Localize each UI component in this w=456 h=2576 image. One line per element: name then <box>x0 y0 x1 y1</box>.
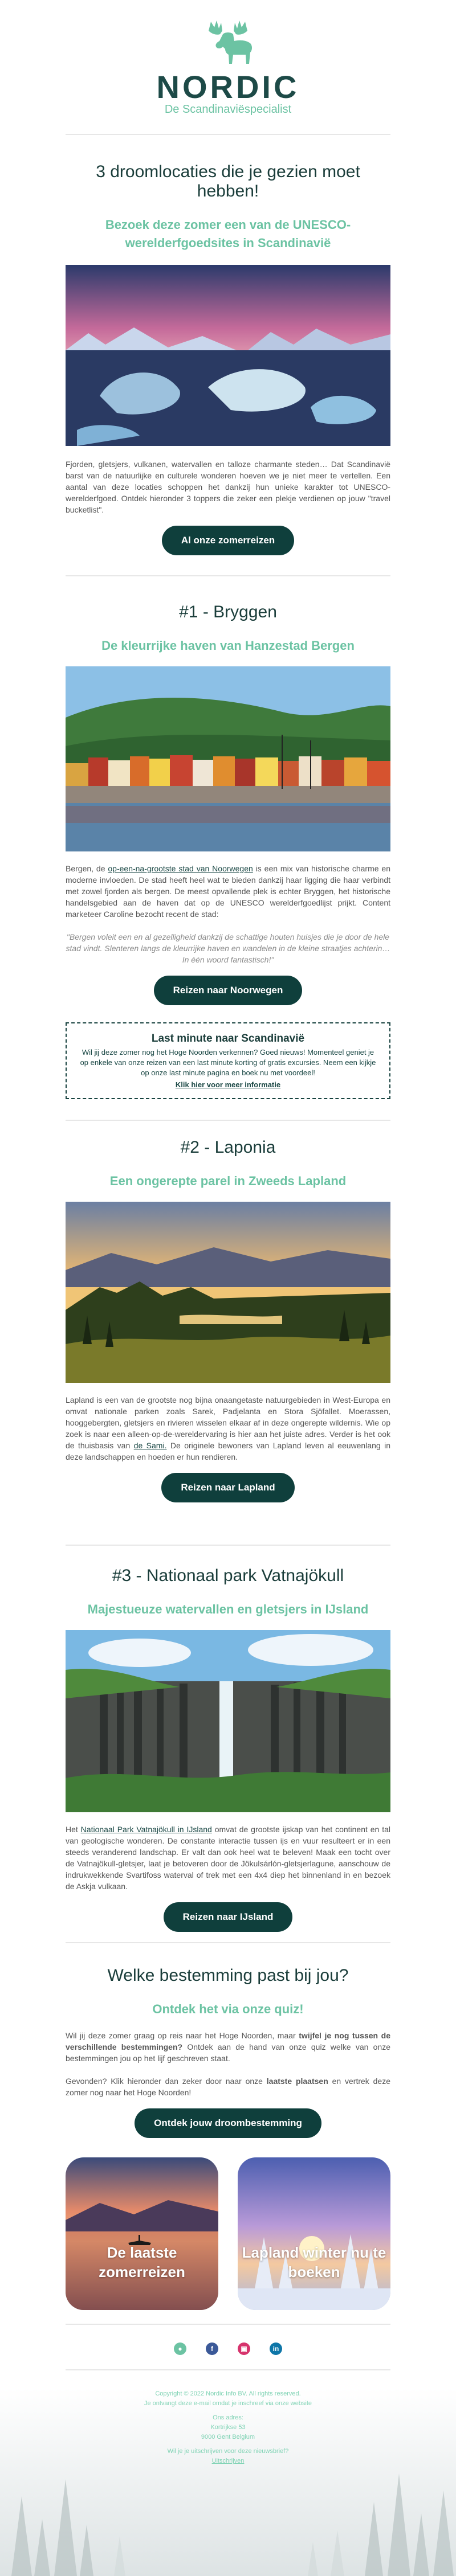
intro-text: Fjorden, gletsjers, vulkanen, watervallen en talloze charmante steden… Dat Scandinavië barst van de natuurlijke en culturele wonderen hoeven we je niet meer te vertellen. Een aantal van deze locaties schoppen het dankzij hun unieke karakter tot UNESCO-werelderfgoed. Ontdek hieronder 3 toppers die zeker een plekje verdienen op jouw "travel bucketlist". <box>66 460 390 514</box>
quiz-text-2-start: Gevonden? Klik hieronder dan zeker door naar onze <box>66 2077 267 2086</box>
quiz-subtitle: Ontdek het via onze quiz! <box>152 2002 304 2016</box>
bryggen-section <box>66 603 390 1099</box>
laponia-text-end: De originele bewoners van Lapland leven al eeuwenlang in deze landschappen en hoeden er hun rendieren. <box>66 1441 391 1461</box>
facebook-icon[interactable]: f <box>206 2342 218 2355</box>
moose-logo-icon <box>197 17 259 65</box>
bryggen-photo <box>66 666 390 851</box>
linkedin-icon[interactable]: in <box>270 2342 282 2355</box>
bryggen-subtitle: De kleurrijke haven van Hanzestad Bergen <box>101 638 355 653</box>
laponia-subtitle: Een ongerepte parel in Zweeds Lapland <box>109 1174 347 1188</box>
card-summer-trips[interactable] <box>66 2157 218 2310</box>
bryggen-text-end: is een mix van historische charme en moderne invloeden. De stad heeft heel wat te bieden dankzij haar ligging die haar verbindt met zowel fjorden als bergen. De meest opvallende plek is echter Bryggen, het historische handelsgebied aan de haven dat op de UNESCO werelderfgoedlijst prijkt. Content marketeer Caroline bezocht recent de stad: <box>66 864 390 919</box>
website-icon[interactable]: ● <box>174 2342 186 2355</box>
quiz-text-2-bold: laatste plaatsen <box>266 2077 328 2086</box>
footer-address-city: 9000 Gent Belgium <box>201 2434 255 2440</box>
intro-subtitle: Bezoek deze zomer een van de UNESCO-werelderfgoedsites in Scandinavië <box>105 218 351 250</box>
sunset-lake-image <box>66 2157 218 2310</box>
quiz-section <box>66 1966 390 2310</box>
quiz-text-1-bold: twijfel je nog tussen de verschillende bestemmingen? <box>66 2031 390 2051</box>
instagram-icon[interactable]: ▣ <box>238 2342 250 2355</box>
quiz-text-1-start: Wil jij deze zomer graag op reis naar het Hoge Noorden, maar <box>66 2031 299 2040</box>
trips-to-norway-button[interactable]: Reizen naar Noorwegen <box>154 976 303 1005</box>
last-minute-text: Wil jij deze zomer nog het Hoge Noorden verkennen? Goed nieuws! Momenteel geniet je op enkele van onze reizen van een last minute korting of gratis excursies. Neem een kijkje op onze last minute pagina en boek nu met voordeel! <box>80 1048 376 1077</box>
laponia-text <box>66 1394 390 1463</box>
vatnajokull-link[interactable]: Nationaal Park Vatnajökull in IJsland <box>80 1825 212 1834</box>
vatnajokull-section <box>66 1566 390 1932</box>
svartifoss-photo <box>66 1630 390 1812</box>
footer-copyright: Copyright © 2022 Nordic Info BV. All rights reserved. <box>155 2390 301 2397</box>
laponia-title: #2 - Laponia <box>180 1138 276 1157</box>
last-minute-box <box>66 1022 390 1099</box>
card-lapland-winter-label: Lapland winter nu te boeken <box>242 2244 386 2280</box>
laponia-text-start: Lapland is een van de grootste nog bijna onaangetaste natuurgebieden in West-Europa en omvat nationale parken zoals Sarek, Padjelanta en Stora Sjöfallet. Moerassen, hooggebergten, gletsjers en rivieren wisselen elkaar af in deze ongerepte wildernis. Wie op zoek is naar een alleen-op-de-wereldervaring is hier aan het juiste adres. Verder is het ook de thuisbasis van <box>66 1395 390 1450</box>
bryggen-title: #1 - Bryggen <box>179 603 277 621</box>
winter-forest-image <box>238 2157 390 2310</box>
footer-address-street: Kortrijkse 53 <box>210 2424 246 2431</box>
promo-cards <box>66 2157 390 2310</box>
iceberg-photo <box>66 265 390 446</box>
discover-destination-button[interactable]: Ontdek jouw droombestemming <box>135 2108 321 2138</box>
bryggen-text <box>66 863 390 920</box>
divider <box>66 1545 390 1546</box>
brand-name[interactable]: NORDIC <box>156 69 300 105</box>
sami-link[interactable]: de Sami. <box>133 1441 167 1450</box>
brand-tagline: De Scandinaviëspecialist <box>164 103 292 116</box>
caroline-quote: "Bergen voleit een en al gezelligheid dankzij de schattige houten huisjes die je door de hele stad vindt. Slenteren langs de kleurrijke haven en wandelen in de kleine straatjes achterin… In één woord fantastisch!" <box>66 932 390 964</box>
trips-to-iceland-button[interactable]: Reizen naar IJsland <box>164 1902 293 1932</box>
quiz-text-1-end: Ontdek aan de hand van onze quiz welke van onze bestemmingen jou op het lijf geschreven staat. <box>66 2042 390 2063</box>
vatnajokull-subtitle: Majestueuze watervallen en gletsjers in IJsland <box>87 1602 369 1616</box>
card-lapland-winter[interactable] <box>238 2157 390 2310</box>
divider <box>66 2369 390 2370</box>
divider <box>66 575 390 576</box>
quiz-title: Welke bestemming past bij jou? <box>107 1966 349 1985</box>
quiz-text-1 <box>66 2030 390 2064</box>
all-summer-trips-button[interactable]: Al onze zomerreizen <box>162 526 294 555</box>
unsubscribe-link[interactable]: Uitschrijven <box>211 2458 245 2464</box>
social-links <box>0 2342 456 2355</box>
quiz-text-2-end: en vertrek deze zomer nog naar het Hoge Noorden! <box>66 2077 390 2097</box>
intro-title: 3 droomlocaties die je gezien moet hebben! <box>96 162 360 200</box>
header <box>0 0 456 120</box>
vatnajokull-title: #3 - Nationaal park Vatnajökull <box>112 1566 344 1585</box>
divider <box>66 1942 390 1943</box>
quiz-text-2 <box>66 2075 390 2098</box>
footer <box>66 2389 390 2466</box>
last-minute-title: Last minute naar Scandinavië <box>151 1033 305 1045</box>
trips-to-lapland-button[interactable]: Reizen naar Lapland <box>161 1473 294 1502</box>
footer-address-label: Ons adres: <box>213 2414 243 2421</box>
bryggen-text-start: Bergen, de <box>66 864 108 873</box>
divider <box>66 2324 390 2325</box>
laponia-photo <box>66 1202 390 1383</box>
last-minute-link[interactable]: Klik hier voor meer informatie <box>175 1080 281 1089</box>
norway-city-link[interactable]: op-een-na-grootste stad van Noorwegen <box>108 864 253 873</box>
footer-update: Wil je je uitschrijven voor deze nieuwsbrief? <box>167 2448 289 2455</box>
card-summer-trips-label: De laatste zomerreizen <box>99 2244 185 2280</box>
laponia-section <box>66 1138 390 1502</box>
vatnajokull-text-start: Het <box>66 1825 81 1834</box>
footer-reason: Je ontvangt deze e-mail omdat je inschreef via onze website <box>144 2400 312 2407</box>
divider <box>66 1120 390 1121</box>
vatnajokull-text-end: omvat de grootste ijskap van het continent en tal van geologische wonderen. De constante interactie tussen ijs en vuur resulteert er in een steeds veranderend landschap. Er valt dan ook heel wat te beleven! Maak een tocht over de Vatnajökull-gletsjer, laat je betoveren door de Jökulsárlón-gletsjerlagune, aanschouw de indrukwekkende Svartifoss waterval of trek met een 4x4 diep het binnenland in en bezoek de Askja vulkaan. <box>66 1825 391 1891</box>
divider <box>66 134 390 135</box>
vatnajokull-text <box>66 1824 390 1892</box>
intro-section <box>66 162 390 555</box>
